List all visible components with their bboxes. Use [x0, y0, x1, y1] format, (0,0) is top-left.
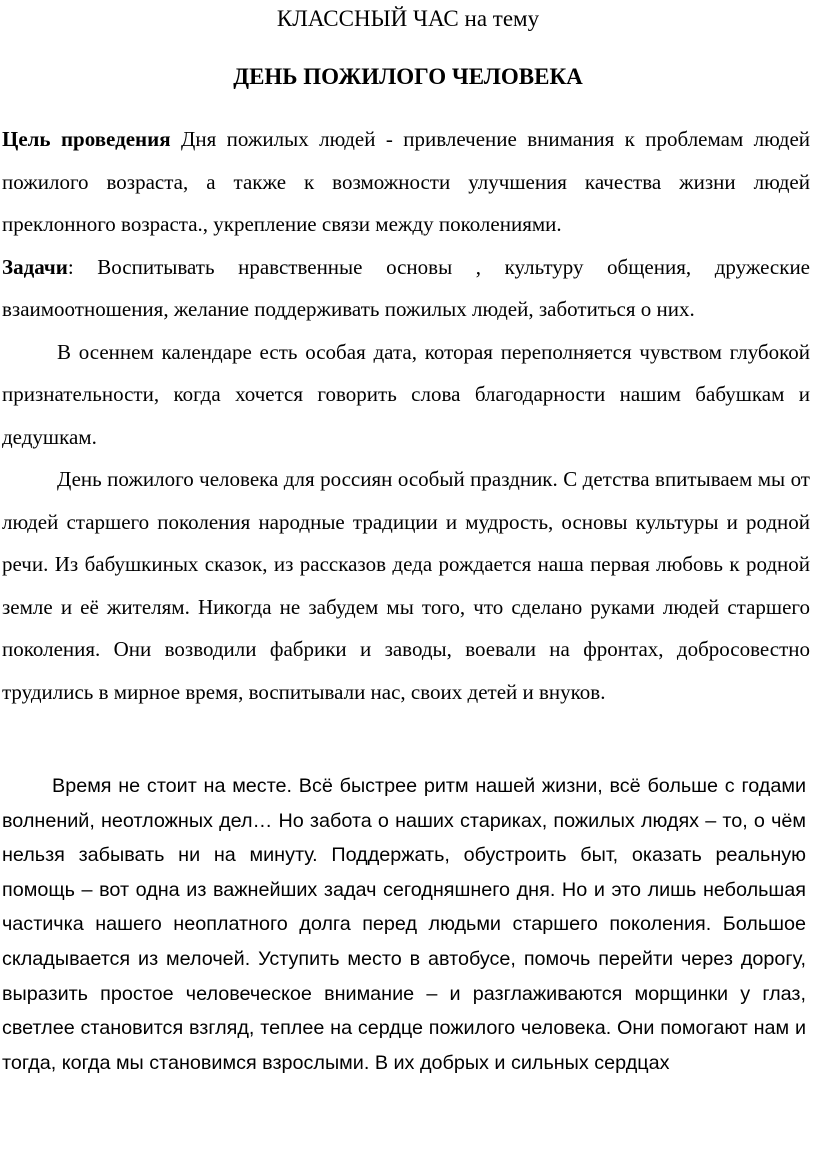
tasks-text: : Воспитывать нравственные основы , культуру общения, дружеские взаимоотношения, желание поддерживать пожилых людей, заботиться о них.: [2, 254, 810, 321]
goal-text: Дня пожилых людей - привлечение внимания к проблемам людей пожилого возраста, а также к возможности улучшения качества жизни людей преклонного возраста., укрепление связи между поколениями.: [2, 127, 811, 236]
paragraph-holiday: День пожилого человека для россиян особый праздник. С детства впитываем мы от людей старшего поколения народные традиции и мудрость, основы культуры и родной речи. Из бабушкиных сказок, из рассказов деда рождается наша первая любовь к родной земле и её жителям. Никогда не забудем мы того, что сделано руками людей старшего поколения. Они возводили фабрики и заводы, воевали на фронтах, добросовестно трудились в мирное время, воспитывали нас, своих детей и внуков.: [2, 467, 810, 704]
body-serif: [2, 118, 810, 713]
document-subtitle: ДЕНЬ ПОЖИЛОГО ЧЕЛОВЕКА: [233, 64, 583, 89]
tasks-label: Задачи: [2, 254, 68, 279]
body-sans: [2, 769, 806, 1080]
paragraph-time: Время не стоит на месте. Всё быстрее ритм нашей жизни, всё больше с годами волнений, неотложных дел… Но забота о наших стариках, пожилых людях – то, о чём нельзя забывать ни на минуту. Поддержать, обустроить быт, оказать реальную помощь – вот одна из важнейших задач сегодняшнего дня. Но и это лишь небольшая частичка нашего неоплатного долга перед людьми старшего поколения. Большое складывается из мелочей. Уступить место в автобусе, помочь перейти через дорогу, выразить простое человеческое внимание – и разглаживаются морщинки у глаз, светлее становится взгляд, теплее на сердце пожилого человека. Они помогают нам и тогда, когда мы становимся взрослыми. В их добрых и сильных сердцах: [2, 775, 806, 1074]
document-title: КЛАССНЫЙ ЧАС на тему: [276, 6, 540, 31]
goal-label: Цель проведения: [2, 127, 171, 151]
tasks-paragraph: [2, 246, 810, 331]
goal-paragraph: [2, 118, 810, 246]
paragraph-calendar: В осеннем календаре есть особая дата, которая переполняется чувством глубокой признательности, когда хочется говорить слова благодарности нашим бабушкам и дедушкам.: [2, 339, 810, 449]
